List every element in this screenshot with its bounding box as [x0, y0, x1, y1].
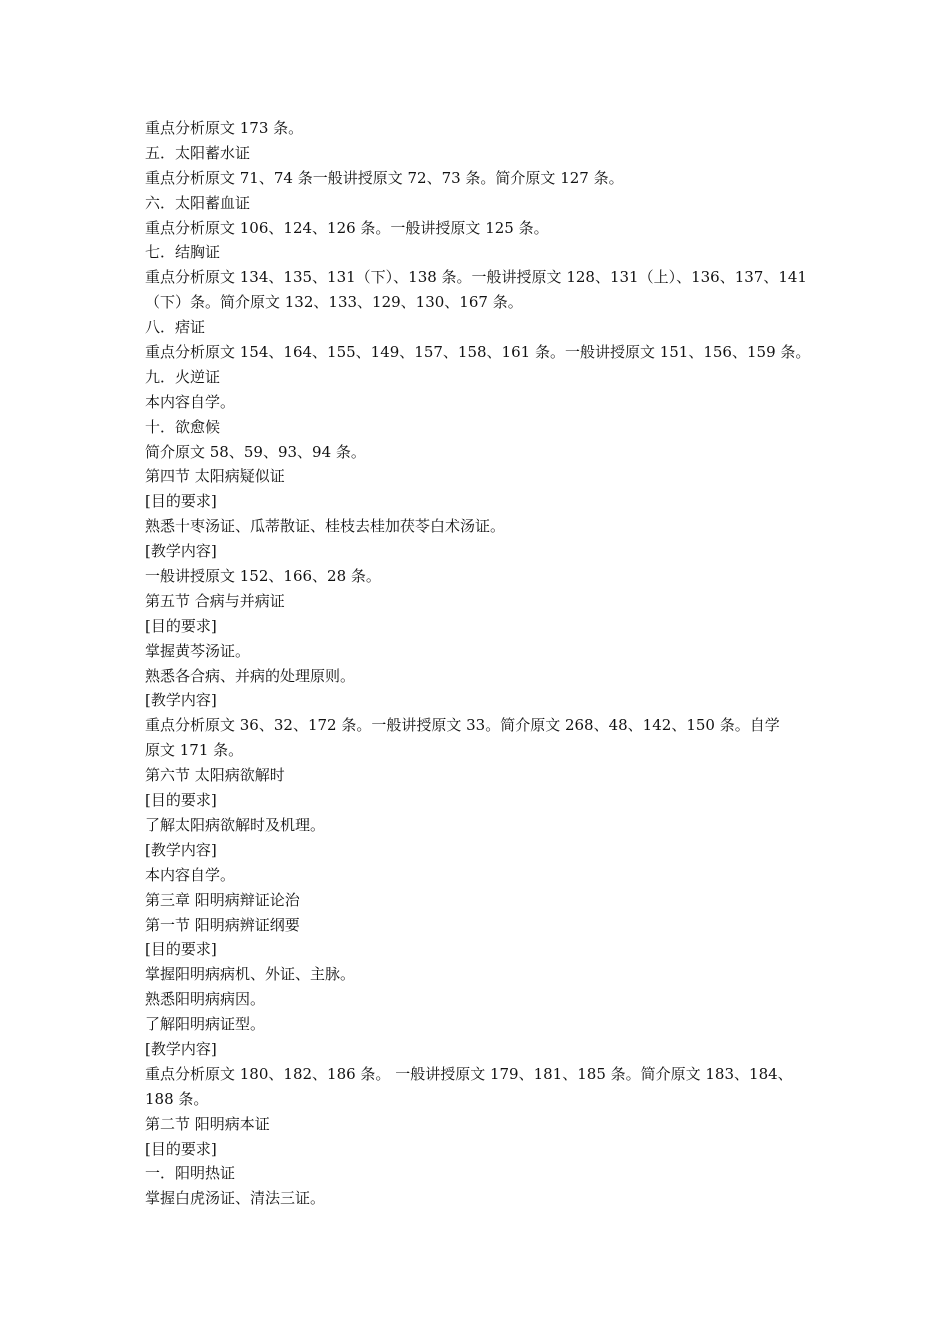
text-line: 188 条。	[145, 1089, 209, 1108]
text-line: 十．欲愈候	[145, 417, 221, 436]
text-line: 第一节 阳明病辨证纲要	[145, 915, 300, 934]
text-line: 第三章 阳明病辩证论治	[145, 890, 300, 909]
text-line: 重点分析原文 173 条。	[145, 119, 304, 137]
text-line: [教学内容]	[145, 542, 217, 561]
text-line: 熟悉各合病、并病的处理原则。	[145, 666, 356, 685]
text-line: 重点分析原文 134、135、131（下）、138 条。一般讲授原文 128、131（上）、136、137、141	[145, 268, 807, 287]
text-line: [教学内容]	[145, 1039, 217, 1058]
text-line: 掌握白虎汤证、清法三证。	[145, 1189, 326, 1208]
text-line: 原文 171 条。	[145, 741, 244, 760]
text-line: [教学内容]	[145, 691, 217, 710]
text-line: 重点分析原文 36、32、172 条。一般讲授原文 33。简介原文 268、48、142、150 条。自学	[145, 716, 780, 735]
text-line: （下）条。简介原文 132、133、129、130、167 条。	[145, 293, 523, 312]
text-line: [目的要求]	[145, 940, 217, 959]
text-line: [教学内容]	[145, 840, 217, 859]
text-line: 重点分析原文 180、182、186 条。 一般讲授原文 179、181、185 条。简介原文 183、184、	[145, 1064, 793, 1083]
text-line: 八．痞证	[145, 318, 206, 337]
text-line: 六．太阳蓄血证	[145, 193, 251, 212]
text-line: 一．阳明热证	[145, 1164, 236, 1183]
text-line: 第四节 太阳病疑似证	[145, 467, 285, 486]
text-line: 一般讲授原文 152、166、28 条。	[145, 567, 381, 586]
text-line: 七．结胸证	[145, 243, 221, 262]
text-line: 掌握黄芩汤证。	[145, 641, 251, 660]
text-line: [目的要求]	[145, 492, 217, 511]
text-line: 熟悉十枣汤证、瓜蒂散证、桂枝去桂加茯苓白术汤证。	[145, 517, 506, 536]
text-line: 重点分析原文 154、164、155、149、157、158、161 条。一般讲授原文 151、156、159 条。	[145, 343, 811, 362]
text-line: 重点分析原文 106、124、126 条。一般讲授原文 125 条。	[145, 218, 549, 237]
text-line: 掌握阳明病病机、外证、主脉。	[145, 965, 356, 984]
text-line: 熟悉阳明病病因。	[145, 990, 266, 1009]
text-line: 第五节 合病与并病证	[145, 591, 285, 610]
text-line: 简介原文 58、59、93、94 条。	[145, 442, 366, 461]
text-line: 九．火逆证	[145, 367, 221, 386]
text-line: 第六节 太阳病欲解时	[145, 766, 285, 785]
document-body	[145, 116, 815, 1211]
text-line: 五．太阳蓄水证	[145, 143, 251, 162]
text-line: 了解太阳病欲解时及机理。	[145, 815, 326, 834]
text-line: [目的要求]	[145, 1139, 217, 1158]
text-line: 重点分析原文 71、74 条一般讲授原文 72、73 条。简介原文 127 条。	[145, 168, 624, 187]
text-line: 本内容自学。	[145, 865, 236, 884]
text-line: [目的要求]	[145, 791, 217, 810]
text-line: 第二节 阳明病本证	[145, 1114, 270, 1133]
text-line: 了解阳明病证型。	[145, 1015, 266, 1034]
text-line: [目的要求]	[145, 616, 217, 635]
text-line: 本内容自学。	[145, 392, 236, 411]
